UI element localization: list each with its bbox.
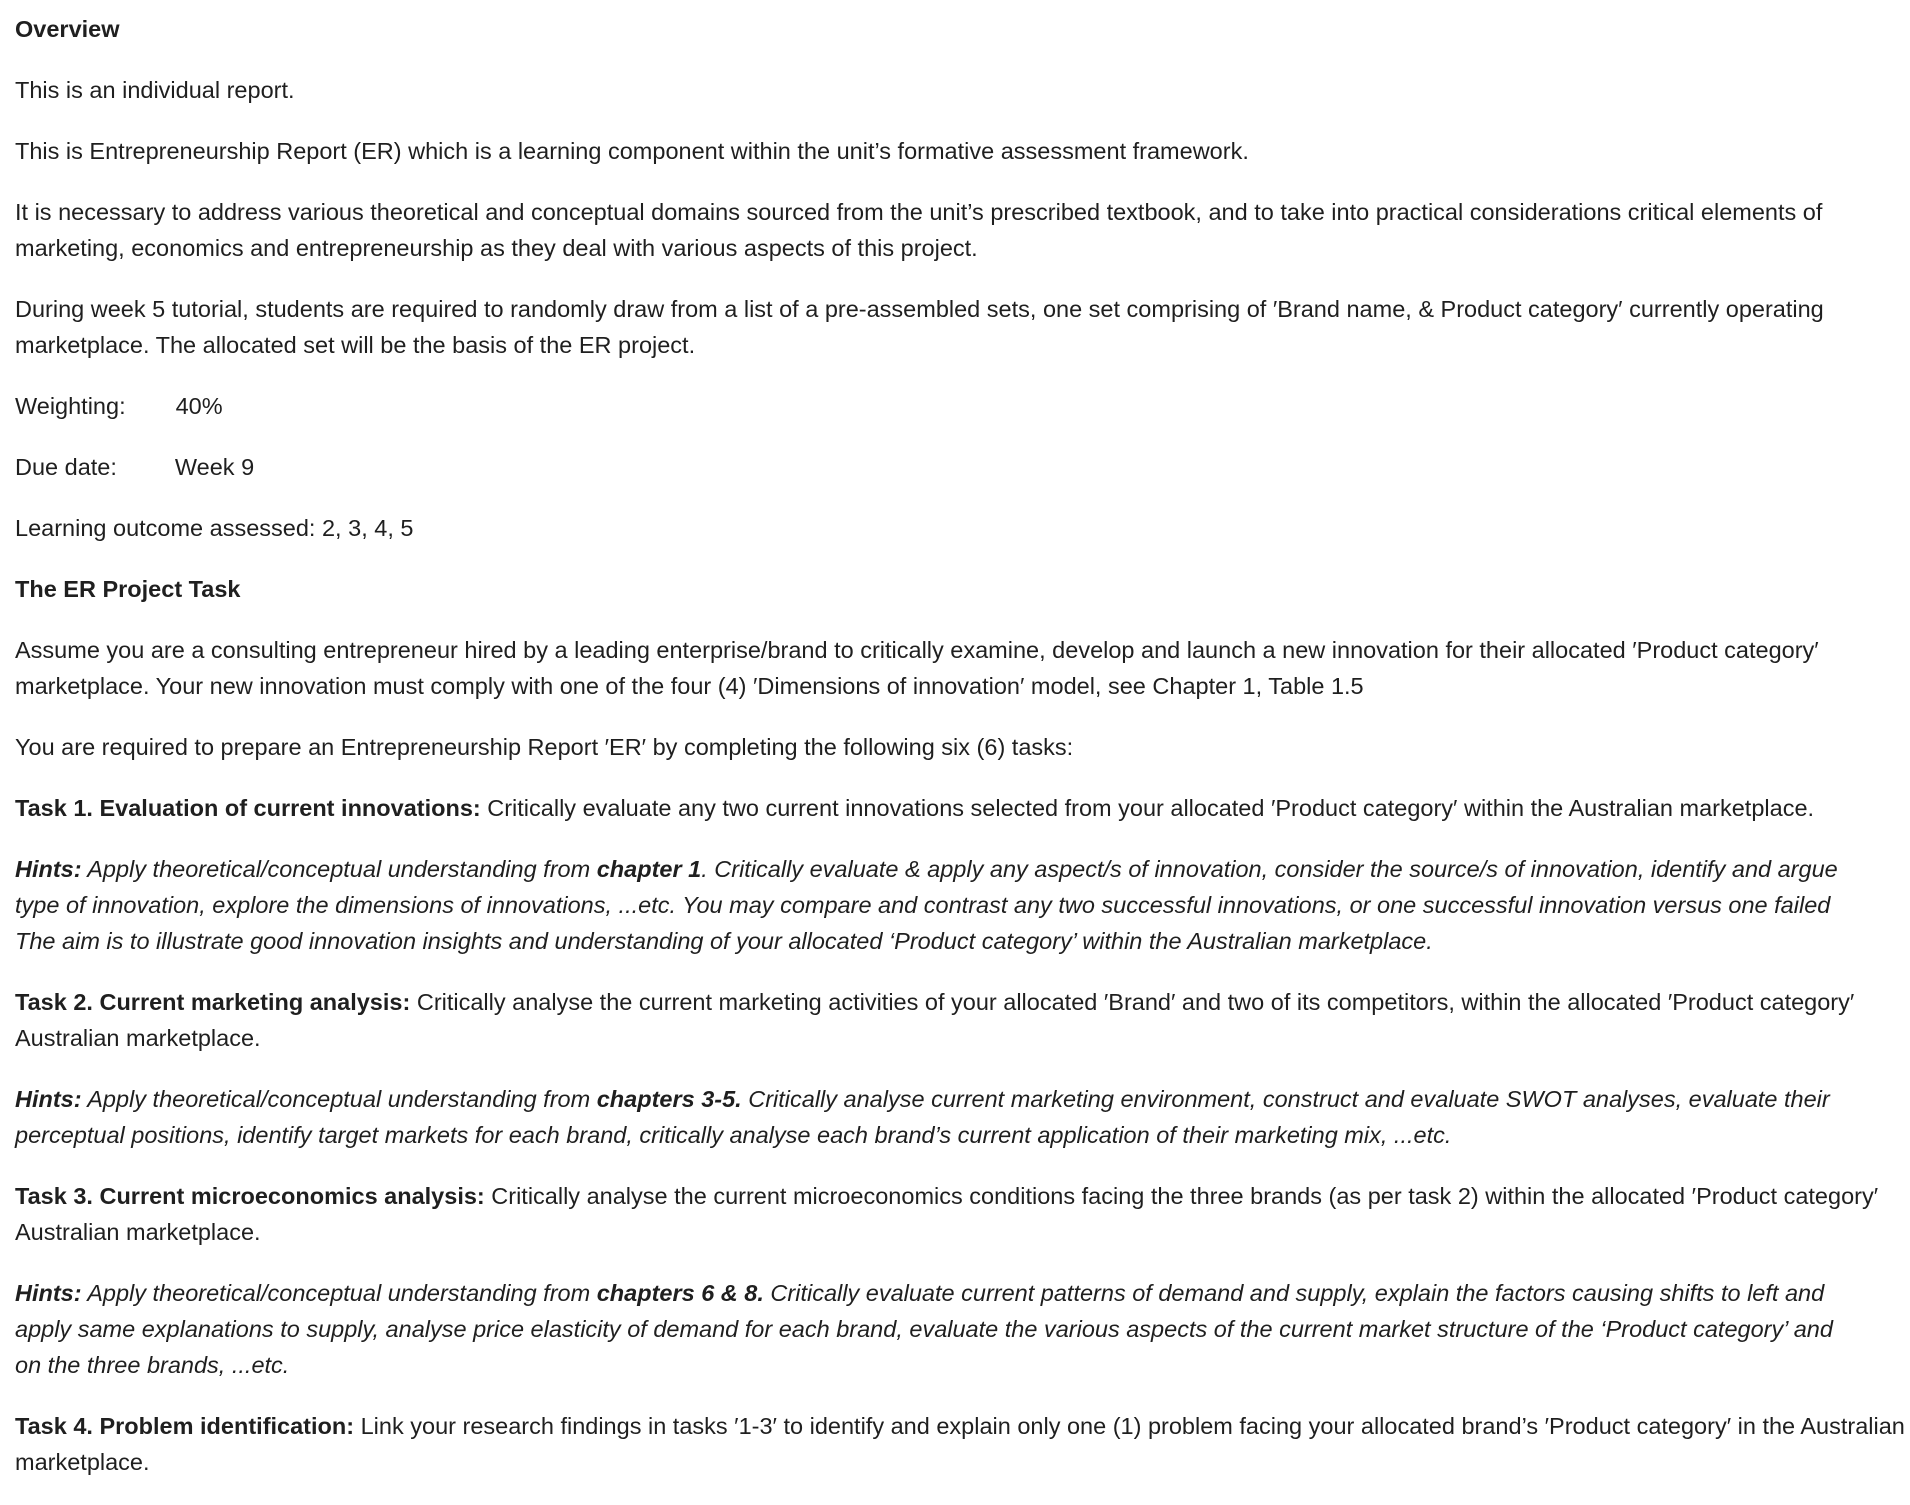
paragraph-week5-tutorial — [15, 291, 1910, 363]
hint-text: Critically analyse current marketing environment, construct and evaluate SWOT analyses, evaluate their — [741, 1086, 1830, 1112]
chapter-reference: chapter 1 — [596, 856, 702, 882]
paragraph-project-intro — [15, 632, 1910, 704]
paragraph-individual-report: This is an individual report. — [15, 77, 295, 103]
text-line: During week 5 tutorial, students are required to randomly draw from a list of a pre-assembled sets, one set comprising of ′Brand name, & Product category′ currently operating — [15, 296, 1824, 322]
task-2 — [15, 984, 1910, 1056]
text-line: Australian marketplace. — [15, 1025, 261, 1051]
task-4-title: Task 4. Problem identification: — [15, 1413, 355, 1439]
text-line — [15, 984, 1910, 1020]
task-4-text: Link your research findings in tasks ′1-3′ to identify and explain only one (1) problem facing your allocated brand’s ′Product category′ in the Australian — [354, 1413, 1905, 1439]
text-line — [15, 851, 1910, 887]
overview-heading: Overview — [15, 16, 120, 42]
chapter-reference: chapters 3-5. — [596, 1086, 742, 1112]
text-line: on the three brands, ...etc. — [15, 1352, 290, 1378]
task-2-hints — [15, 1081, 1910, 1153]
hints-label: Hints: — [15, 1280, 82, 1306]
paragraph-theoretical-domains — [15, 194, 1910, 266]
task-1-text: Critically evaluate any two current innovations selected from your allocated ′Product category′ within the Australian marketplace. — [480, 795, 1815, 821]
hint-text: Apply theoretical/conceptual understanding from — [81, 856, 597, 882]
hints-label: Hints: — [15, 1086, 82, 1112]
weighting-value: 40% — [175, 393, 223, 419]
text-line: type of innovation, explore the dimensions of innovations, ...etc. You may compare and contrast any two successful innovations, or one successful innovation versus one failed — [15, 892, 1831, 918]
due-date-label: Due date: — [15, 454, 117, 480]
task-4 — [15, 1408, 1910, 1480]
text-line: marketplace. Your new innovation must comply with one of the four (4) ′Dimensions of innovation′ model, see Chapter 1, Table 1.5 — [15, 673, 1364, 699]
text-line: marketing, economics and entrepreneurship as they deal with various aspects of this project. — [15, 235, 978, 261]
text-line: marketplace. — [15, 1449, 150, 1475]
project-task-heading: The ER Project Task — [15, 576, 241, 602]
paragraph-instruction: You are required to prepare an Entrepreneurship Report ′ER′ by completing the following six (6) tasks: — [15, 734, 1074, 760]
weighting-label: Weighting: — [15, 393, 126, 419]
text-line: It is necessary to address various theoretical and conceptual domains sourced from the unit’s prescribed textbook, and to take into practical considerations critical elements of — [15, 199, 1823, 225]
task-1 — [15, 790, 1910, 826]
paragraph-er-description: This is Entrepreneurship Report (ER) which is a learning component within the unit’s formative assessment framework. — [15, 138, 1249, 164]
task-3-title: Task 3. Current microeconomics analysis: — [15, 1183, 485, 1209]
text-line — [15, 1081, 1910, 1117]
hint-text: Critically evaluate current patterns of demand and supply, explain the factors causing shifts to left and — [763, 1280, 1825, 1306]
task-2-title: Task 2. Current marketing analysis: — [15, 989, 411, 1015]
text-line — [15, 1408, 1910, 1444]
due-date-value: Week 9 — [174, 454, 255, 480]
due-date-row — [15, 449, 1910, 485]
task-3 — [15, 1178, 1910, 1250]
text-line: Australian marketplace. — [15, 1219, 261, 1245]
text-line: perceptual positions, identify target markets for each brand, critically analyse each brand’s current application of their marketing mix, ...etc. — [15, 1122, 1452, 1148]
hints-label: Hints: — [15, 856, 82, 882]
task-1-title: Task 1. Evaluation of current innovations: — [15, 795, 481, 821]
text-line: Assume you are a consulting entrepreneur hired by a leading enterprise/brand to critically examine, develop and launch a new innovation for their allocated ′Product category′ — [15, 637, 1819, 663]
document-body — [15, 0, 1910, 1505]
text-line — [15, 1275, 1910, 1311]
hint-text: Apply theoretical/conceptual understanding from — [81, 1280, 597, 1306]
task-3-hints — [15, 1275, 1910, 1383]
task-2-text: Critically analyse the current marketing activities of your allocated ′Brand′ and two of its competitors, within the allocated ′Product category′ — [410, 989, 1855, 1015]
hint-text: Apply theoretical/conceptual understanding from — [81, 1086, 597, 1112]
task-3-text: Critically analyse the current microeconomics conditions facing the three brands (as per task 2) within the allocated ′Product category′ — [484, 1183, 1879, 1209]
hint-text: . Critically evaluate & apply any aspect/s of innovation, consider the source/s of innovation, identify and argue — [701, 856, 1838, 882]
text-line: apply same explanations to supply, analyse price elasticity of demand for each brand, evaluate the various aspects of the current market structure of the ‘Product category’ and — [15, 1316, 1833, 1342]
text-line: marketplace. The allocated set will be the basis of the ER project. — [15, 332, 696, 358]
learning-outcome: Learning outcome assessed: 2, 3, 4, 5 — [15, 515, 414, 541]
chapter-reference: chapters 6 & 8. — [596, 1280, 764, 1306]
task-1-hints — [15, 851, 1910, 959]
weighting-row — [15, 388, 1910, 424]
text-line: The aim is to illustrate good innovation insights and understanding of your allocated ‘Product category’ within the Australian marketplace. — [15, 928, 1433, 954]
text-line — [15, 1178, 1910, 1214]
